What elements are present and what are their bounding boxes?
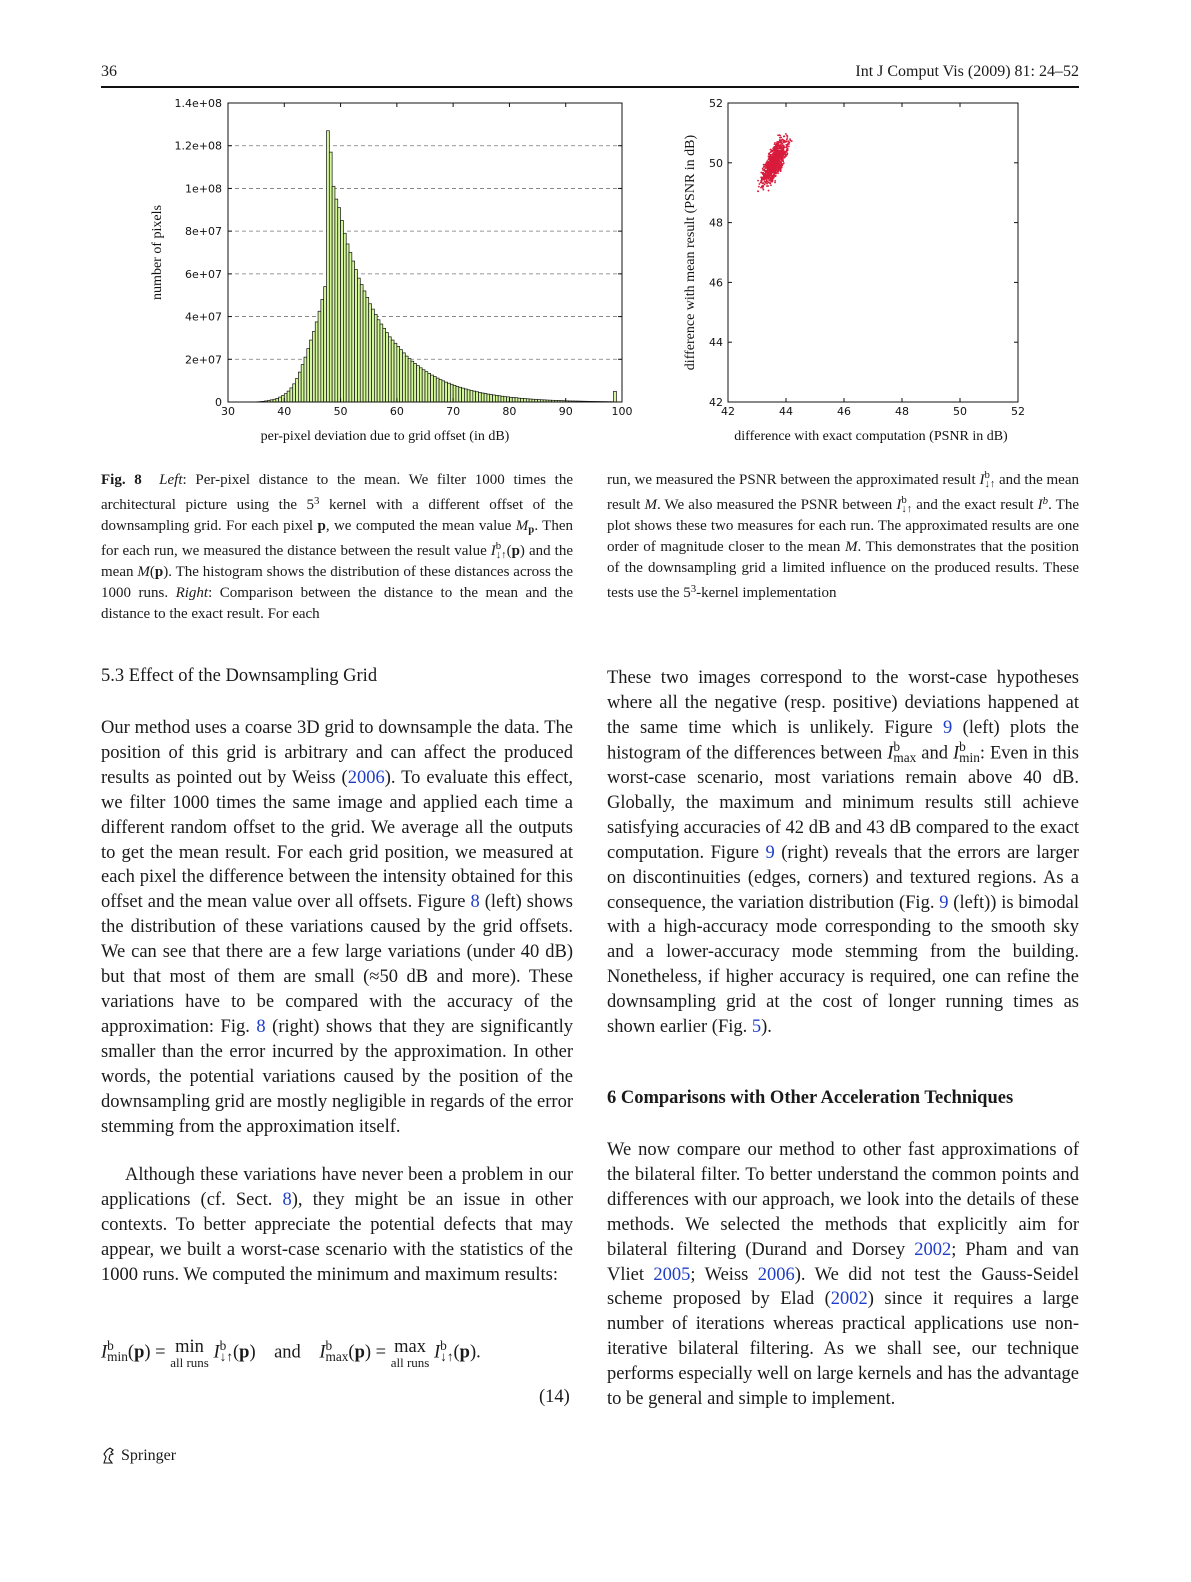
y-tick-label: 44 [709,336,723,350]
scatter-point [781,146,783,148]
scatter-point [773,153,775,155]
scatter-x-axis-label: difference with exact computation (PSNR in dB) [734,429,1008,444]
scatter-point [770,156,772,158]
scatter-point [772,167,774,169]
scatter-point [774,142,776,144]
histogram-bar [442,381,445,402]
histogram-x-axis-label: per-pixel deviation due to grid offset (in dB) [260,429,510,444]
histogram-bar [383,328,386,402]
y-tick-label: 50 [709,156,723,170]
scatter-point [788,145,790,147]
scatter-point [769,156,771,158]
histogram-bar [414,364,417,402]
histogram-bar [402,353,405,402]
scatter-point [766,183,768,185]
histogram-bar [296,379,299,402]
scatter-point [778,160,780,162]
histogram-bar [394,343,397,402]
section-heading-5-3: 5.3 Effect of the Downsampling Grid [101,666,378,686]
scatter-point [776,155,778,157]
scatter-point [760,172,762,174]
scatter-point [789,138,791,140]
histogram-bar [476,392,479,402]
equation-number: (14) [539,1387,570,1407]
histogram-bar [439,380,442,402]
y-tick-label: 1.2e+08 [174,139,222,153]
scatter-point [771,164,773,166]
scatter-point [762,179,764,181]
scatter-chart [670,92,1070,452]
x-tick-label: 48 [895,405,909,418]
scatter-point [762,182,764,184]
histogram-plot-frame [228,103,622,402]
histogram-bar [498,396,501,402]
scatter-point [762,185,764,187]
scatter-point [772,147,774,149]
scatter-point [771,168,773,170]
histogram-bar [391,340,394,402]
scatter-point [780,142,782,144]
histogram-bar [428,373,431,402]
x-tick-label: 30 [221,405,235,418]
scatter-point [767,175,769,177]
scatter-point [786,140,788,142]
histogram-bar [332,186,335,402]
scatter-point [778,167,780,169]
histogram-bar [501,396,504,402]
scatter-point [783,162,785,164]
histogram-bar [411,361,414,402]
scatter-point [780,169,782,171]
scatter-point [782,141,784,143]
scatter-point [761,181,763,183]
histogram-bar [366,297,369,402]
scatter-point [779,154,781,156]
histogram-bar [518,398,521,402]
scatter-point [769,183,771,185]
histogram-bar [448,383,451,402]
page-number: 36 [101,63,117,80]
springer-horse-icon [101,1447,117,1465]
histogram-bar [478,392,481,402]
histogram-chart [140,92,640,452]
histogram-bar [377,320,380,402]
scatter-point [786,138,788,140]
histogram-bar [462,388,465,402]
scatter-point [774,182,776,184]
scatter-point [769,177,771,179]
scatter-point [781,139,783,141]
histogram-bar [464,389,467,402]
scatter-point [782,159,784,161]
scatter-point [770,163,772,165]
scatter-point [780,157,782,159]
x-tick-label: 50 [953,405,967,418]
x-tick-label: 100 [611,405,633,418]
histogram-bar [279,397,282,402]
scatter-point [780,137,782,139]
scatter-point [777,164,779,166]
histogram-bar [417,366,420,402]
scatter-point [777,172,779,174]
scatter-point [767,170,769,172]
histogram-bar [335,199,338,402]
scatter-point [778,146,780,148]
scatter-point [758,186,760,188]
histogram-bar [298,372,301,402]
scatter-point [762,189,764,191]
histogram-bar [386,333,389,402]
histogram-bar [405,356,408,402]
scatter-point [771,159,773,161]
scatter-point [783,145,785,147]
scatter-point [772,150,774,152]
scatter-point [768,153,770,155]
scatter-point [775,173,777,175]
histogram-bar [493,395,496,402]
scatter-point [776,150,778,152]
histogram-bar [355,270,358,402]
histogram-bar [304,357,307,402]
x-tick-label: 60 [389,405,404,418]
histogram-bar [433,377,436,402]
histogram-bar [431,375,434,402]
histogram-bar [445,382,448,402]
paragraph: These two images correspond to the worst-case hypotheses where all the negative (resp. positive) deviations happened at the same time which is unlikely. Figure 9 (left) plots the histogram of the differences between Ib max and Ib min: Even in this worst-case scenario, most variations remain above 40 dB. Globally, the maximum and minimum results still achieve satisfying accuracies of 42 dB and 43 dB compared to the exact computation. Figure 9 (right) reveals that the errors are larger on discontinuities (edges, corners) and textured regions. As a consequence, the variation distribution (Fig. 9 (left)) is bimodal with a high-accuracy mode corresponding to the smooth sky and a lower-accuracy mode stemming from the building. Nonetheless, if higher accuracy is required, one can refine the downsampling grid at the cost of longer running times as shown earlier (Fig. 5). [607,668,1079,1038]
scatter-point [769,159,771,161]
scatter-point [757,190,759,192]
x-tick-label: 44 [779,405,793,418]
x-tick-label: 50 [333,405,348,418]
scatter-point [773,155,775,157]
section-heading-6: 6 Comparisons with Other Acceleration Techniques [607,1088,1014,1108]
histogram-bar [318,311,321,402]
scatter-point [777,154,779,156]
histogram-bar [614,391,617,402]
histogram-bar [374,314,377,402]
scatter-point [767,178,769,180]
publisher-footer [101,1447,176,1465]
scatter-point [766,180,768,182]
paragraph: Our method uses a coarse 3D grid to downsample the data. The position of this grid is arbitrary and can affect the produced results as pointed out by Weiss (2006). To evaluate this effect, we filter 1000 times the same image and applied each time a different random offset to the grid. We average all the outputs to get the mean result. For each grid position, we measured at each pixel the difference between the intensity obtained for this offset and the mean value over all offsets. Figure 8 (left) shows the distribution of these variations caused by the grid offsets. We can see that there are a few large variations (under 40 dB) but that most of them are small (≈50 dB and more). These variations have to be compared with the accuracy of the approximation: Fig. 8 (right) shows that they are significantly smaller than the error incurred by the approximation. In other words, the potential variations caused by the position of the downsampling grid are mostly negligible in regards of the error stemming from the approximation itself. [101,718,574,1137]
scatter-point [786,148,788,150]
histogram-bar [487,394,490,402]
histogram-bar [436,378,439,402]
y-tick-label: 0 [215,396,222,409]
histogram-bar [512,398,515,402]
y-tick-label: 1e+08 [185,182,222,196]
scatter-point [774,150,776,152]
scatter-point [783,153,785,155]
histogram-bar [360,285,363,402]
histogram-bar [456,386,459,402]
histogram-bar [290,388,293,402]
histogram-bar [352,261,355,402]
x-tick-label: 46 [837,405,851,418]
publisher-name: Springer [121,1447,177,1464]
paragraph: Although these variations have never been a problem in our applications (cf. Sect. 8), they might be an issue in other contexts. To better appreciate the potential defects that may appear, we built a worst-case scenario with the statistics of the 1000 runs. We computed the minimum and maximum results: [101,1165,573,1285]
scatter-point [775,145,777,147]
scatter-point [770,184,772,186]
histogram-bar [310,340,313,402]
scatter-point [770,154,772,156]
scatter-point [781,143,783,145]
histogram-bar [400,350,403,402]
scatter-point [773,163,775,165]
paragraph: We now compare our method to other fast approximations of the bilateral filter. To better understand the common points and differences with our approach, we look into the details of these methods. We selected the methods that explicitly aim for bilateral filtering (Durand and Dorsey 2002; Pham and van Vliet 2005; Weiss 2006). We did not test the Gauss-Seidel scheme proposed by Elad (2002) since it requires a large number of iterations whereas practical applications use non-iterative bilateral filtering. As we shall see, our technique performs especially well on large kernels and has the advantage to be general and simple to implement. [607,1140,1080,1410]
histogram-bar [287,391,290,402]
histogram-bar [321,299,324,402]
header-rule [101,86,1079,88]
histogram-y-axis-label: number of pixels [150,205,165,300]
x-tick-label: 52 [1011,405,1025,418]
scatter-point [781,151,783,153]
y-tick-label: 48 [709,216,723,230]
histogram-bar [425,372,428,402]
histogram-bar [343,233,346,402]
histogram-bar [459,387,462,402]
x-tick-label: 42 [721,405,735,418]
scatter-point [786,145,788,147]
scatter-point [774,171,776,173]
scatter-point [783,157,785,159]
y-tick-label: 8e+07 [185,225,222,239]
scatter-point [780,166,782,168]
histogram-bar [467,390,470,402]
histogram-bar [524,399,527,402]
histogram-bar [338,208,341,402]
scatter-point [779,135,781,137]
histogram-bar [329,152,332,402]
scatter-point [784,151,786,153]
scatter-point [787,142,789,144]
scatter-point [764,164,766,166]
x-tick-label: 90 [558,405,573,418]
y-tick-label: 46 [709,276,723,290]
x-tick-label: 70 [446,405,461,418]
x-tick-label: 80 [502,405,517,418]
histogram-bar [380,324,383,402]
histogram-bar [397,346,400,402]
scatter-point [779,161,781,163]
scatter-point [764,178,766,180]
journal-reference: Int J Comput Vis (2009) 81: 24–52 [855,63,1079,80]
scatter-point [767,161,769,163]
histogram-bar [372,309,375,402]
histogram-bar [515,398,518,402]
histogram-bar [490,395,493,402]
histogram-bar [470,390,473,402]
scatter-point [780,153,782,155]
scatter-point [776,148,778,150]
scatter-point [768,174,770,176]
scatter-point [763,175,765,177]
y-tick-label: 2e+07 [185,353,222,367]
histogram-bar [276,398,279,402]
y-tick-label: 4e+07 [185,310,222,324]
scatter-point [767,185,769,187]
scatter-point [762,167,764,169]
scatter-point [772,176,774,178]
histogram-bar [369,304,372,402]
histogram-bar [307,349,310,402]
scatter-point [768,190,770,192]
scatter-point [770,172,772,174]
scatter-point [761,177,763,179]
histogram-bar [473,391,476,402]
scatter-point [781,163,783,165]
histogram-bar [363,291,366,402]
scatter-point [779,148,781,150]
histogram-bar [422,370,425,402]
scatter-y-axis-label: difference with mean result (PSNR in dB) [683,134,698,371]
histogram-bar [484,393,487,402]
histogram-bar [408,359,411,402]
scatter-point [776,161,778,163]
y-tick-label: 42 [709,396,723,409]
histogram-bar [327,131,330,402]
scatter-point [770,149,772,151]
y-tick-label: 52 [709,97,723,110]
scatter-point [776,157,778,159]
histogram-bar [481,393,484,402]
scatter-point [774,168,776,170]
scatter-point [773,175,775,177]
scatter-point [762,187,764,189]
histogram-bar [419,368,422,402]
figure-caption-right: run, we measured the PSNR between the approximated result Ib ↓↑ and the mean result M. We also measured the PSNR between Ib ↓↑ and the exact result $I^b$. The plot shows these two measures for each run. The approximated results are one order of magnitude closer to the mean M. This demonstrates that the position of the downsampling grid a limited influence on the produced results. These tests use the $5^3$-kernel implementation [607,469,1080,601]
histogram-bar [357,278,360,402]
histogram-bar [293,384,296,402]
scatter-point [771,181,773,183]
scatter-point [759,183,761,185]
scatter-point [765,177,767,179]
scatter-point [763,172,765,174]
scatter-point [777,143,779,145]
scatter-point [764,183,766,185]
scatter-point [786,135,788,137]
scatter-point [772,171,774,173]
histogram-bar [312,332,315,402]
scatter-point [783,135,785,137]
y-tick-label: 6e+07 [185,267,222,281]
histogram-bar [324,287,327,402]
scatter-point [785,133,787,135]
histogram-bar [504,397,507,402]
equation-14: Ib min(p) = min all runs Ib ↓↑(p) and Ib max(p) = max all runs Ib ↓↑(p). [101,1337,481,1370]
histogram-bar [346,244,349,402]
scatter-plot-frame [728,103,1018,402]
scatter-point [784,153,786,155]
scatter-point [757,180,759,182]
figure-caption-left: Fig. 8 Left: Per-pixel distance to the mean. We filter 1000 times the architectural picture using the $5^3$ kernel with a different offset of the downsampling grid. For each pixel p, we computed the mean value $M_p$. Then for each run, we measured the distance between the result value Ib ↓↑(p) and the mean M(p). The histogram shows the distribution of these distances across the 1000 runs. Right: Comparison between the distance to the mean and the distance to the exact result. For each [101,472,573,622]
scatter-point [777,134,779,136]
histogram-bar [388,337,391,402]
histogram-bar [315,322,318,402]
y-tick-label: 1.4e+08 [174,97,222,110]
histogram-bar [301,365,304,402]
scatter-point [766,171,768,173]
histogram-bar [349,253,352,403]
scatter-point [768,158,770,160]
x-tick-label: 40 [277,405,292,418]
scatter-point [774,180,776,182]
scatter-point [767,166,769,168]
histogram-bar [495,395,498,402]
scatter-point [777,169,779,171]
scatter-point [782,155,784,157]
histogram-bar [341,220,344,402]
histogram-bar [521,398,524,402]
